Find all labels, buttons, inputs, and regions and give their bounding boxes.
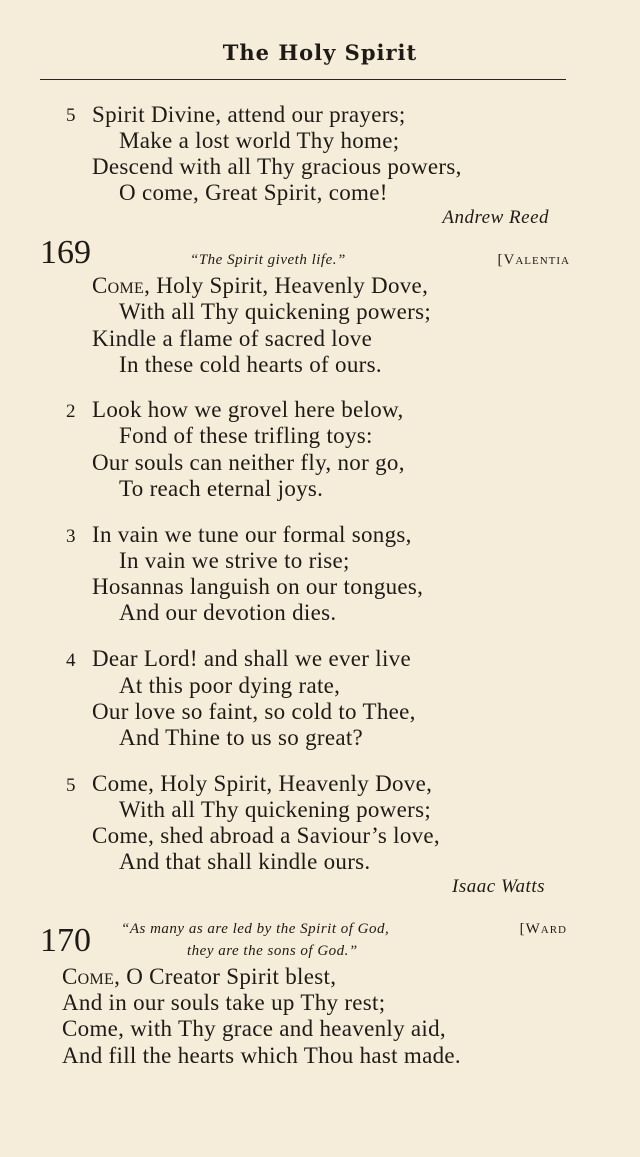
verse-number: 5 (66, 775, 76, 796)
verse-number: 2 (66, 401, 76, 422)
hymn-line: Come, Holy Spirit, Heavenly Dove, (92, 771, 433, 796)
hymn-line: Our love so faint, so cold to Thee, (92, 699, 416, 724)
hymn-line: Come, with Thy grace and heavenly aid, (62, 1016, 446, 1041)
hymn-line: And that shall kindle ours. (119, 849, 371, 874)
hymn-number: 169 (40, 234, 91, 271)
verse-number: 4 (66, 650, 76, 671)
hymn-line: And in our souls take up Thy rest; (62, 990, 386, 1015)
hymn-line: Come, shed abroad a Saviour’s love, (92, 823, 440, 848)
first-line-rest: Holy Spirit, Heavenly Dove, (150, 273, 429, 298)
running-head: The Holy Spirit (222, 40, 418, 65)
hymn-line: To reach eternal joys. (119, 476, 324, 501)
hymn-line: Hosannas languish on our tongues, (92, 574, 424, 599)
tune-name: [Valentia (497, 252, 570, 268)
hymn-line (92, 274, 428, 297)
hymn-number: 170 (40, 922, 91, 959)
verse-number: 3 (66, 526, 76, 547)
hymn-line: And our devotion dies. (119, 600, 337, 625)
hymn-line: With all Thy quickening powers; (119, 299, 432, 324)
hymn-line: O come, Great Spirit, come! (119, 180, 388, 205)
hymn-line: Our souls can neither fly, nor go, (92, 450, 405, 475)
hymn-line: Fond of these trifling toys: (119, 423, 373, 448)
hymn-line: Descend with all Thy gracious powers, (92, 154, 462, 179)
first-word: Come, (62, 964, 121, 989)
tune-name: [Ward (519, 921, 567, 937)
hymn-line: At this poor dying rate, (119, 673, 341, 698)
hymn-line: Kindle a flame of sacred love (92, 326, 373, 351)
hymn-line: Dear Lord! and shall we ever live (92, 646, 411, 671)
hymn-epigraph: “As many as are led by the Spirit of God, (121, 921, 390, 937)
hymn-line: In vain we tune our formal songs, (92, 522, 412, 547)
hymn-line (62, 965, 336, 988)
first-word: Come, (92, 273, 151, 298)
hymn-epigraph: “The Spirit giveth life.” (190, 252, 346, 268)
hymn-line: Make a lost world Thy home; (119, 128, 400, 153)
hymn-line: In vain we strive to rise; (119, 548, 350, 573)
verse-number: 5 (66, 105, 76, 126)
first-line-rest: O Creator Spirit blest, (120, 964, 337, 989)
header-rule (40, 79, 566, 80)
hymn-epigraph: they are the sons of God.” (187, 943, 358, 959)
hymn-line: Look how we grovel here below, (92, 397, 404, 422)
hymn-line: And Thine to us so great? (119, 725, 364, 750)
author-name: Isaac Watts (452, 876, 545, 897)
hymn-line: And fill the hearts which Thou hast made. (62, 1043, 461, 1068)
hymn-line: In these cold hearts of ours. (119, 352, 382, 377)
hymn-line: Spirit Divine, attend our prayers; (92, 102, 406, 127)
hymn-line: With all Thy quickening powers; (119, 797, 432, 822)
author-name: Andrew Reed (442, 207, 549, 228)
